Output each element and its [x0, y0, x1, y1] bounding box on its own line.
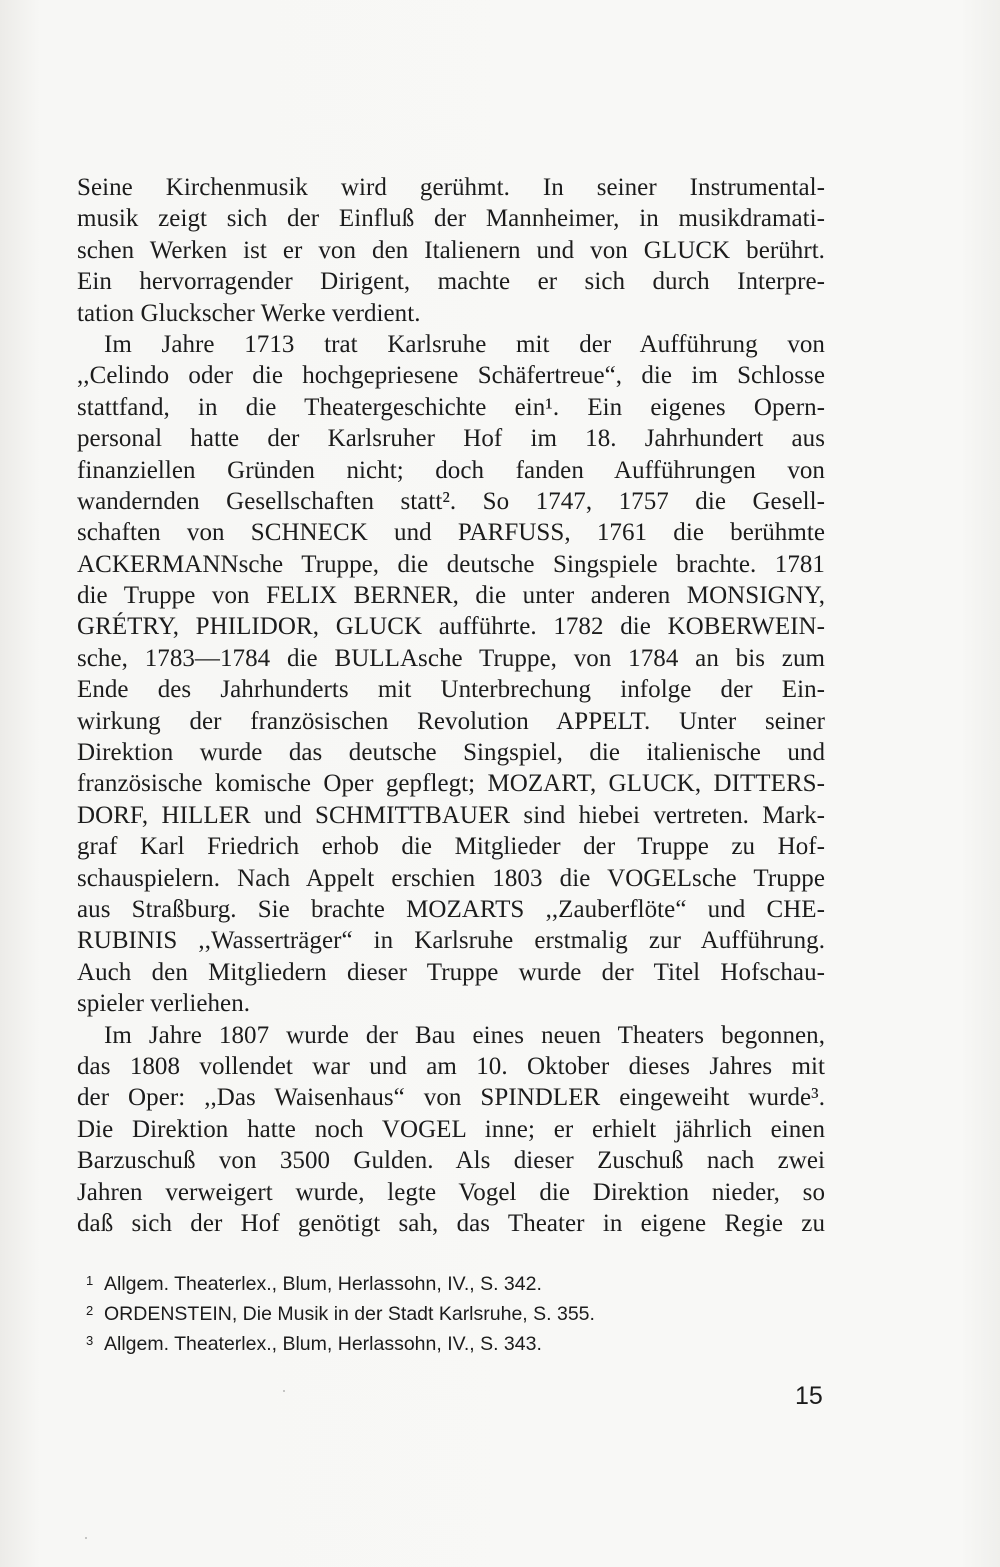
text-line: tation Gluckscher Werke verdient.: [77, 299, 421, 327]
footnote-number: 1: [86, 1273, 94, 1288]
text-line: ,,Celindo oder die hochgepriesene Schäfertreue“, die im Schlosse: [77, 362, 825, 390]
text-line: ACKERMANNsche Truppe, die deutsche Singspiele brachte. 1781: [77, 550, 825, 578]
text-line: schen Werken ist er von den Italienern und von GLUCK berührt.: [77, 236, 825, 264]
footnotes: [86, 1266, 744, 1356]
text-line: Die Direktion hatte noch VOGEL inne; er erhielt jährlich einen: [77, 1115, 825, 1143]
text-line: Seine Kirchenmusik wird gerühmt. In seiner Instrumental-: [77, 174, 825, 201]
footnote-text: Allgem. Theaterlex., Blum, Herlassohn, IV., S. 343.: [104, 1333, 542, 1355]
text-line: spieler verliehen.: [77, 990, 251, 1018]
footnote: [86, 1296, 744, 1326]
footnote-text: ORDENSTEIN, Die Musik in der Stadt Karlsruhe, S. 355.: [104, 1303, 595, 1325]
text-line: Im Jahre 1713 trat Karlsruhe mit der Aufführung von: [104, 330, 825, 358]
footnote-number: 3: [86, 1333, 94, 1348]
text-line: schauspielern. Nach Appelt erschien 1803 die VOGELsche Truppe: [77, 864, 825, 892]
text-line: Im Jahre 1807 wurde der Bau eines neuen Theaters begonnen,: [104, 1021, 825, 1049]
text-line: das 1808 vollendet war und am 10. Oktober dieses Jahres mit: [77, 1052, 825, 1080]
text-line: Jahren verweigert wurde, legte Vogel die Direktion nieder, so: [77, 1178, 825, 1206]
text-line: Auch den Mitgliedern dieser Truppe wurde der Titel Hofschau-: [77, 958, 825, 986]
text-line: wirkung der französischen Revolution APPELT. Unter seiner: [77, 707, 825, 735]
text-line: französische komische Oper gepflegt; MOZART, GLUCK, DITTERS-: [77, 770, 825, 798]
text-line: sche, 1783—1784 die BULLAsche Truppe, von 1784 an bis zum: [77, 644, 825, 672]
text-line: die Truppe von FELIX BERNER, die unter anderen MONSIGNY,: [77, 582, 825, 610]
text-line: Ende des Jahrhunderts mit Unterbrechung infolge der Ein-: [77, 676, 825, 704]
text-line: finanziellen Gründen nicht; doch fanden Aufführungen von: [77, 456, 825, 484]
text-line: wandernden Gesellschaften statt². So 1747, 1757 die Gesell-: [77, 487, 825, 515]
text-line: musik zeigt sich der Einfluß der Mannheimer, in musikdramati-: [77, 205, 825, 233]
text-line: schaften von SCHNECK und PARFUSS, 1761 die berühmte: [77, 519, 825, 547]
text-line: Direktion wurde das deutsche Singspiel, die italienische und: [77, 739, 825, 767]
text-line: graf Karl Friedrich erhob die Mitglieder der Truppe zu Hof-: [77, 833, 825, 861]
footnote: [86, 1326, 744, 1356]
text-line: daß sich der Hof genötigt sah, das Theater in eigene Regie zu: [77, 1209, 825, 1237]
body-text: [77, 172, 825, 1239]
text-line: stattfand, in die Theatergeschichte ein¹. Ein eigenes Opern-: [77, 393, 825, 421]
footnote-number: 2: [86, 1303, 94, 1318]
page-number: 15: [795, 1382, 823, 1410]
footnote: [86, 1266, 744, 1296]
paper-speck: [85, 1537, 87, 1539]
text-line: aus Straßburg. Sie brachte MOZARTS ,,Zauberflöte“ und CHE-: [77, 895, 825, 923]
text-line: Barzuschuß von 3500 Gulden. Als dieser Zuschuß nach zwei: [77, 1147, 825, 1175]
text-line: GRÉTRY, PHILIDOR, GLUCK aufführte. 1782 die KOBERWEIN-: [77, 613, 825, 641]
paper-speck: [283, 1390, 285, 1392]
text-line: DORF, HILLER und SCHMITTBAUER sind hiebei vertreten. Mark-: [77, 801, 825, 829]
text-line: personal hatte der Karlsruher Hof im 18. Jahrhundert aus: [77, 425, 825, 453]
text-line: RUBINIS ,,Wasserträger“ in Karlsruhe erstmalig zur Aufführung.: [77, 927, 825, 955]
text-line: Ein hervorragender Dirigent, machte er sich durch Interpre-: [77, 268, 825, 296]
footnote-text: Allgem. Theaterlex., Blum, Herlassohn, IV., S. 342.: [104, 1273, 542, 1295]
text-line: der Oper: ,,Das Waisenhaus“ von SPINDLER eingeweiht wurde³.: [77, 1084, 825, 1112]
